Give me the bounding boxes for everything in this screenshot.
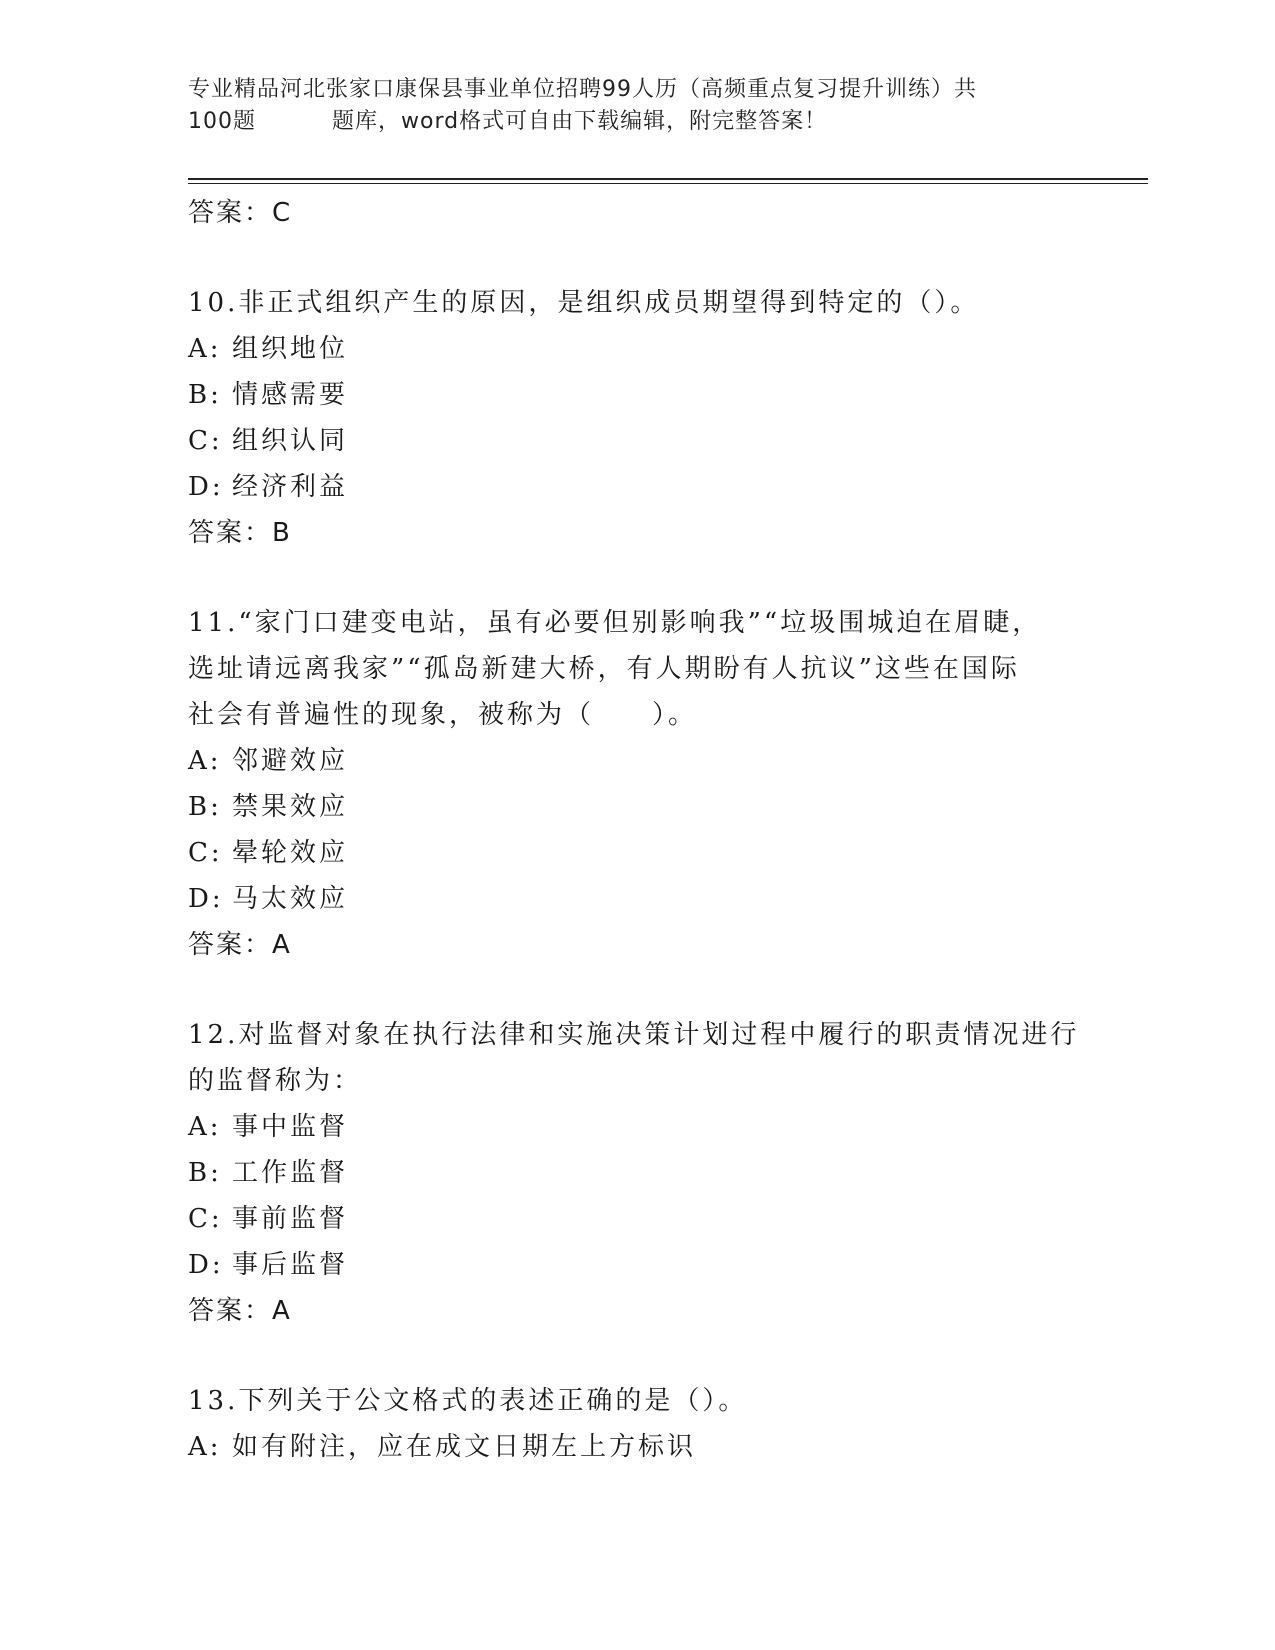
option-d — [188, 1242, 1088, 1288]
question-stem-line: 11.“家门口建变电站，虽有必要但别影响我”“垃圾围城迫在眉睫， — [188, 608, 1042, 638]
option-key: C: — [188, 426, 223, 456]
header-title-line-2 — [188, 106, 1068, 138]
option-text: 事中监督 — [232, 1112, 349, 1142]
option-key: D: — [188, 884, 224, 914]
option-c — [188, 1196, 1088, 1242]
option-key: D: — [188, 1250, 224, 1280]
question-stem: 10.非正式组织产生的原因，是组织成员期望得到特定的（）。 — [188, 288, 980, 318]
option-text: 禁果效应 — [232, 792, 349, 822]
option-text: 组织地位 — [232, 334, 349, 364]
option-key: C: — [188, 1204, 223, 1234]
option-key: A: — [188, 746, 222, 776]
option-text: 如有附注，应在成文日期左上方标识 — [232, 1432, 697, 1462]
header-title-line-1: 专业精品河北张家口康保县事业单位招聘99人历（高频重点复习提升训练）共 — [188, 77, 977, 102]
option-text: 事后监督 — [232, 1250, 349, 1280]
option-d — [188, 464, 1088, 510]
option-b — [188, 1150, 1088, 1196]
question-stem: 13.下列关于公文格式的表述正确的是（）。 — [188, 1386, 748, 1416]
option-d — [188, 876, 1088, 922]
option-text: 事前监督 — [232, 1204, 349, 1234]
question-11 — [188, 600, 1088, 968]
document-header — [188, 74, 1068, 138]
option-key: A: — [188, 1432, 222, 1462]
option-text: 经济利益 — [232, 472, 349, 502]
option-text: 马太效应 — [232, 884, 349, 914]
question-stem-line: 选址请远离我家”“孤岛新建大桥，有人期盼有人抗议”这些在国际 — [188, 654, 1020, 684]
option-key: B: — [188, 1158, 222, 1188]
header-divider-thin — [188, 183, 1148, 184]
header-description: 题库，word格式可自由下载编辑，附完整答案！ — [332, 109, 828, 134]
option-a — [188, 1424, 1088, 1470]
question-12 — [188, 1012, 1088, 1334]
option-a — [188, 1104, 1088, 1150]
option-key: D: — [188, 472, 224, 502]
answer-previous: 答案：C — [188, 198, 293, 228]
option-a — [188, 326, 1088, 372]
option-text: 晕轮效应 — [232, 838, 349, 868]
option-text: 邻避效应 — [232, 746, 349, 776]
question-answer: 答案：A — [188, 930, 292, 960]
question-10 — [188, 280, 1088, 556]
header-question-count: 100题 — [188, 109, 256, 134]
question-13 — [188, 1378, 1088, 1470]
option-c — [188, 830, 1088, 876]
question-list — [188, 190, 1088, 1470]
question-stem-line: 12.对监督对象在执行法律和实施决策计划过程中履行的职责情况进行 — [188, 1020, 1080, 1050]
option-key: A: — [188, 1112, 222, 1142]
option-text: 组织认同 — [232, 426, 349, 456]
option-c — [188, 418, 1088, 464]
question-stem-line: 社会有普遍性的现象，被称为（ ）。 — [188, 700, 698, 730]
option-key: B: — [188, 792, 222, 822]
question-answer: 答案：A — [188, 1296, 292, 1326]
option-key: B: — [188, 380, 222, 410]
header-divider-thick — [188, 178, 1148, 180]
option-b — [188, 784, 1088, 830]
question-answer: 答案：B — [188, 518, 292, 548]
option-b — [188, 372, 1088, 418]
option-text: 情感需要 — [232, 380, 349, 410]
option-key: C: — [188, 838, 223, 868]
option-text: 工作监督 — [232, 1158, 349, 1188]
option-a — [188, 738, 1088, 784]
option-key: A: — [188, 334, 222, 364]
question-stem-line: 的监督称为： — [188, 1066, 363, 1096]
